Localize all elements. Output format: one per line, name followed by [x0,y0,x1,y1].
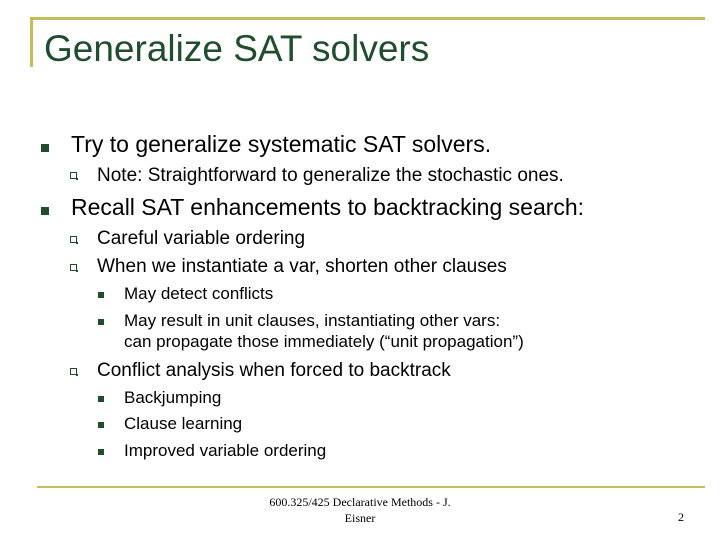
bullet-hollow-square-icon [70,368,77,375]
title-rule-top [30,17,705,20]
bullet-text: May result in unit clauses, instantiating other vars: [124,311,501,330]
bullet-hollow-square-icon [70,236,77,243]
bullet-square-icon [98,396,104,402]
page-number: 2 [678,510,684,524]
bullet-text: Recall SAT enhancements to backtracking search: [71,194,585,220]
footer-line-2: Eisner [344,511,376,525]
bullet-hollow-square-icon [70,264,77,271]
bullet-text: Backjumping [124,388,222,407]
slide-title: Generalize SAT solvers [44,28,430,69]
bullet-text: May detect conflicts [124,284,274,303]
bullet-text: Conflict analysis when forced to backtrack [97,360,451,381]
bullet-square-icon [98,319,104,325]
bullet-text: Improved variable ordering [124,441,327,460]
bullet-square-icon [98,422,104,428]
footer-rule [37,486,705,488]
footer-course-label [250,494,470,526]
bullet-square-icon [41,207,49,215]
title-rule-left [30,17,33,67]
bullet-text-continuation: can propagate those immediately (“unit propagation”) [124,332,524,351]
bullet-text: Careful variable ordering [97,228,306,249]
footer-line-1: 600.325/425 Declarative Methods - J. [269,495,451,509]
bullet-text: Note: Straightforward to generalize the stochastic ones. [97,165,564,186]
bullet-square-icon [98,292,104,298]
bullet-square-icon [98,449,104,455]
bullet-text: When we instantiate a var, shorten other clauses [97,256,507,277]
bullet-hollow-square-icon [70,172,77,179]
bullet-text: Clause learning [124,414,243,433]
bullet-text: Try to generalize systematic SAT solvers. [71,131,492,157]
bullet-square-icon [41,144,49,152]
